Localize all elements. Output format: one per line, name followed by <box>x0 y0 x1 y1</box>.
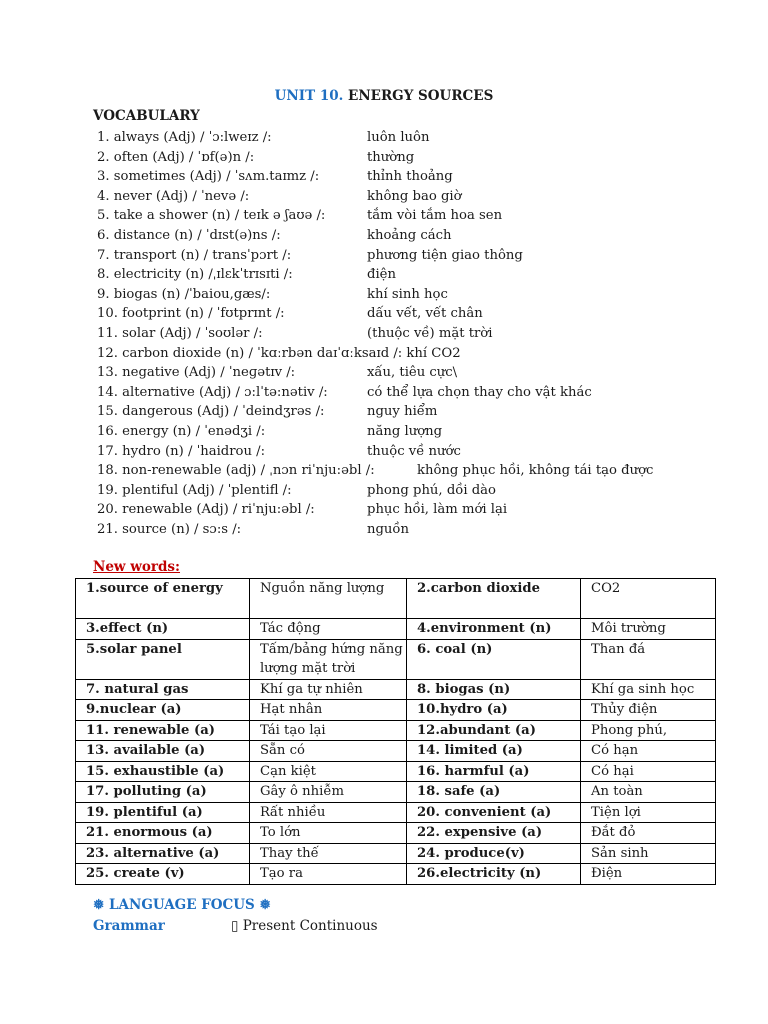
meaning-cell: Khí ga tự nhiên <box>250 679 407 700</box>
vocab-item <box>97 206 737 226</box>
meaning-cell: Thay thế <box>250 843 407 864</box>
term-cell: 25. create (v) <box>76 864 250 885</box>
vocab-item <box>97 481 737 501</box>
vocab-vietnamese: phục hồi, làm mới lại <box>367 502 508 518</box>
meaning-cell: Thủy điện <box>581 700 716 721</box>
meaning-cell: Rất nhiều <box>250 802 407 823</box>
vocab-item <box>97 246 737 266</box>
vocab-item <box>97 226 737 246</box>
vocab-english: 4. never (Adj) / ˈnevə /: <box>97 188 250 204</box>
grammar-line <box>93 918 378 934</box>
vocab-item <box>97 324 737 344</box>
term-cell: 24. produce(v) <box>407 843 581 864</box>
vocab-vietnamese: xấu, tiêu cực\ <box>367 365 458 381</box>
term-cell: 8. biogas (n) <box>407 679 581 700</box>
vocab-item <box>97 304 737 324</box>
term-cell: 26.electricity (n) <box>407 864 581 885</box>
meaning-cell: Tác động <box>250 619 407 640</box>
term-cell: 22. expensive (a) <box>407 823 581 844</box>
vocab-item <box>97 128 737 148</box>
vocab-english: 20. renewable (Adj) / riˈnju:əbl /: <box>97 502 315 518</box>
vocab-english: 16. energy (n) / ˈenədʒi /: <box>97 423 266 439</box>
vocab-english: 19. plentiful (Adj) / ˈplentifl /: <box>97 482 292 498</box>
vocab-item <box>97 500 737 520</box>
vocab-english: 3. sometimes (Adj) / ˈsʌm.taɪmz /: <box>97 169 320 185</box>
table-row <box>76 864 716 885</box>
meaning-cell: Tái tạo lại <box>250 720 407 741</box>
meaning-cell: Đắt đỏ <box>581 823 716 844</box>
vocab-english: 2. often (Adj) / ˈɒf(ə)n /: <box>97 149 255 165</box>
new-words-table <box>75 578 716 885</box>
vocab-vietnamese: nguy hiểm <box>367 404 438 420</box>
language-focus-heading: ❅ LANGUAGE FOCUS ❅ <box>93 897 271 913</box>
meaning-cell: An toàn <box>581 782 716 803</box>
vocab-english: 7. transport (n) / transˈpɔrt /: <box>97 247 292 263</box>
term-cell: 1.source of energy <box>76 579 250 619</box>
vocab-item <box>97 383 737 403</box>
vocab-item <box>97 285 737 305</box>
vocab-english: 6. distance (n) / ˈdɪst(ə)ns /: <box>97 227 281 243</box>
grammar-label: Grammar <box>93 918 165 934</box>
meaning-cell: Sẵn có <box>250 741 407 762</box>
term-cell: 19. plentiful (a) <box>76 802 250 823</box>
table-row <box>76 823 716 844</box>
table-row <box>76 579 716 619</box>
term-cell: 15. exhaustible (a) <box>76 761 250 782</box>
vocab-vietnamese: nguồn <box>367 521 409 537</box>
vocab-vietnamese: tắm vòi tắm hoa sen <box>367 208 503 224</box>
unit-topic: ENERGY SOURCES <box>348 88 494 104</box>
meaning-cell: Tiện lợi <box>581 802 716 823</box>
meaning-cell: Có hạn <box>581 741 716 762</box>
meaning-cell: Khí ga sinh học <box>581 679 716 700</box>
meaning-cell: Môi trường <box>581 619 716 640</box>
meaning-cell: Có hại <box>581 761 716 782</box>
vocab-english: 18. non-renewable (adj) / ˌnɔn riˈnju:əbl /: <box>97 463 375 479</box>
vocab-vietnamese: khí sinh học <box>367 286 448 302</box>
vocab-vietnamese: khoảng cách <box>367 227 452 243</box>
vocab-item <box>97 363 737 383</box>
vocab-english: 21. source (n) / sɔ:s /: <box>97 521 242 537</box>
vocab-item <box>97 148 737 168</box>
vocab-vietnamese: phương tiện giao thông <box>367 247 523 263</box>
vocab-vietnamese: thường <box>367 149 415 165</box>
term-cell: 21. enormous (a) <box>76 823 250 844</box>
term-cell: 9.nuclear (a) <box>76 700 250 721</box>
meaning-cell: Hạt nhân <box>250 700 407 721</box>
vocab-english: 9. biogas (n) /ˈbaiou,gæs/: <box>97 286 271 302</box>
vocab-english: 10. footprint (n) / ˈfʊtprɪnt /: <box>97 306 285 322</box>
term-cell: 6. coal (n) <box>407 639 581 679</box>
vocab-english: 11. solar (Adj) / ˈsoʊlər /: <box>97 325 263 341</box>
vocab-english: 12. carbon dioxide (n) / ˈkɑːrbən daɪˈɑːksaɪd /: <box>97 345 403 361</box>
vocabulary-list <box>97 128 737 539</box>
vocab-vietnamese: thỉnh thoảng <box>367 169 453 185</box>
term-cell: 23. alternative (a) <box>76 843 250 864</box>
new-words-heading: New words: <box>93 559 181 575</box>
term-cell: 4.environment (n) <box>407 619 581 640</box>
meaning-cell: Tấm/bảng hứng năng lượng mặt trời <box>250 639 407 679</box>
term-cell: 18. safe (a) <box>407 782 581 803</box>
term-cell: 7. natural gas <box>76 679 250 700</box>
table-row <box>76 639 716 679</box>
vocab-vietnamese: khí CO2 <box>402 345 461 361</box>
vocab-vietnamese: năng lượng <box>367 423 443 439</box>
table-row <box>76 700 716 721</box>
meaning-cell: Than đá <box>581 639 716 679</box>
meaning-cell: Cạn kiệt <box>250 761 407 782</box>
vocab-english: 14. alternative (Adj) / ɔ:lˈtə:nətiv /: <box>97 384 328 400</box>
term-cell: 3.effect (n) <box>76 619 250 640</box>
vocab-item <box>97 187 737 207</box>
vocab-vietnamese: không phục hồi, không tái tạo được <box>417 463 654 479</box>
vocab-item <box>97 344 737 364</box>
meaning-cell: To lớn <box>250 823 407 844</box>
vocab-item <box>97 442 737 462</box>
table-row <box>76 802 716 823</box>
meaning-cell: Gây ô nhiễm <box>250 782 407 803</box>
table-row <box>76 720 716 741</box>
term-cell: 10.hydro (a) <box>407 700 581 721</box>
vocab-english: 13. negative (Adj) / ˈneɡətɪv /: <box>97 365 296 381</box>
vocab-vietnamese: phong phú, dồi dào <box>367 482 496 498</box>
term-cell: 12.abundant (a) <box>407 720 581 741</box>
table-row <box>76 843 716 864</box>
vocab-item <box>97 167 737 187</box>
unit-number: UNIT 10. <box>274 88 344 104</box>
term-cell: 14. limited (a) <box>407 741 581 762</box>
table-row <box>76 782 716 803</box>
vocab-item <box>97 461 737 481</box>
vocab-vietnamese: điện <box>367 267 396 283</box>
vocab-item <box>97 520 737 540</box>
meaning-cell: Phong phú, <box>581 720 716 741</box>
vocab-vietnamese: dấu vết, vết chân <box>367 306 483 322</box>
vocab-english: 8. electricity (n) /ˌɪlɛkˈtrɪsɪti /: <box>97 267 293 283</box>
term-cell: 13. available (a) <box>76 741 250 762</box>
term-cell: 5.solar panel <box>76 639 250 679</box>
vocab-english: 17. hydro (n) / ˈhaidrou /: <box>97 443 266 459</box>
page-title <box>0 88 768 104</box>
term-cell: 2.carbon dioxide <box>407 579 581 619</box>
table-row <box>76 679 716 700</box>
meaning-cell: Điện <box>581 864 716 885</box>
vocabulary-heading: VOCABULARY <box>93 108 200 124</box>
table-row <box>76 761 716 782</box>
vocab-item <box>97 422 737 442</box>
grammar-value: ▯ Present Continuous <box>231 918 378 934</box>
vocab-item <box>97 265 737 285</box>
term-cell: 20. convenient (a) <box>407 802 581 823</box>
vocab-vietnamese: không bao giờ <box>367 188 462 204</box>
vocab-vietnamese: thuộc về nước <box>367 443 461 459</box>
meaning-cell: Nguồn năng lượng <box>250 579 407 619</box>
vocab-english: 1. always (Adj) / ˈɔ:lweɪz /: <box>97 130 272 145</box>
vocab-vietnamese: (thuộc về) mặt trời <box>367 325 493 341</box>
term-cell: 17. polluting (a) <box>76 782 250 803</box>
meaning-cell: Sản sinh <box>581 843 716 864</box>
vocab-english: 5. take a shower (n) / teɪk ə ʃaʊə /: <box>97 208 326 224</box>
vocab-item <box>97 402 737 422</box>
meaning-cell: CO2 <box>581 579 716 619</box>
meaning-cell: Tạo ra <box>250 864 407 885</box>
vocab-vietnamese: có thể lựa chọn thay cho vật khác <box>367 384 592 400</box>
table-row <box>76 741 716 762</box>
vocab-english: 15. dangerous (Adj) / ˈdeindʒrəs /: <box>97 404 325 420</box>
term-cell: 11. renewable (a) <box>76 720 250 741</box>
table-row <box>76 619 716 640</box>
term-cell: 16. harmful (a) <box>407 761 581 782</box>
vocab-vietnamese: luôn luôn <box>367 130 430 145</box>
